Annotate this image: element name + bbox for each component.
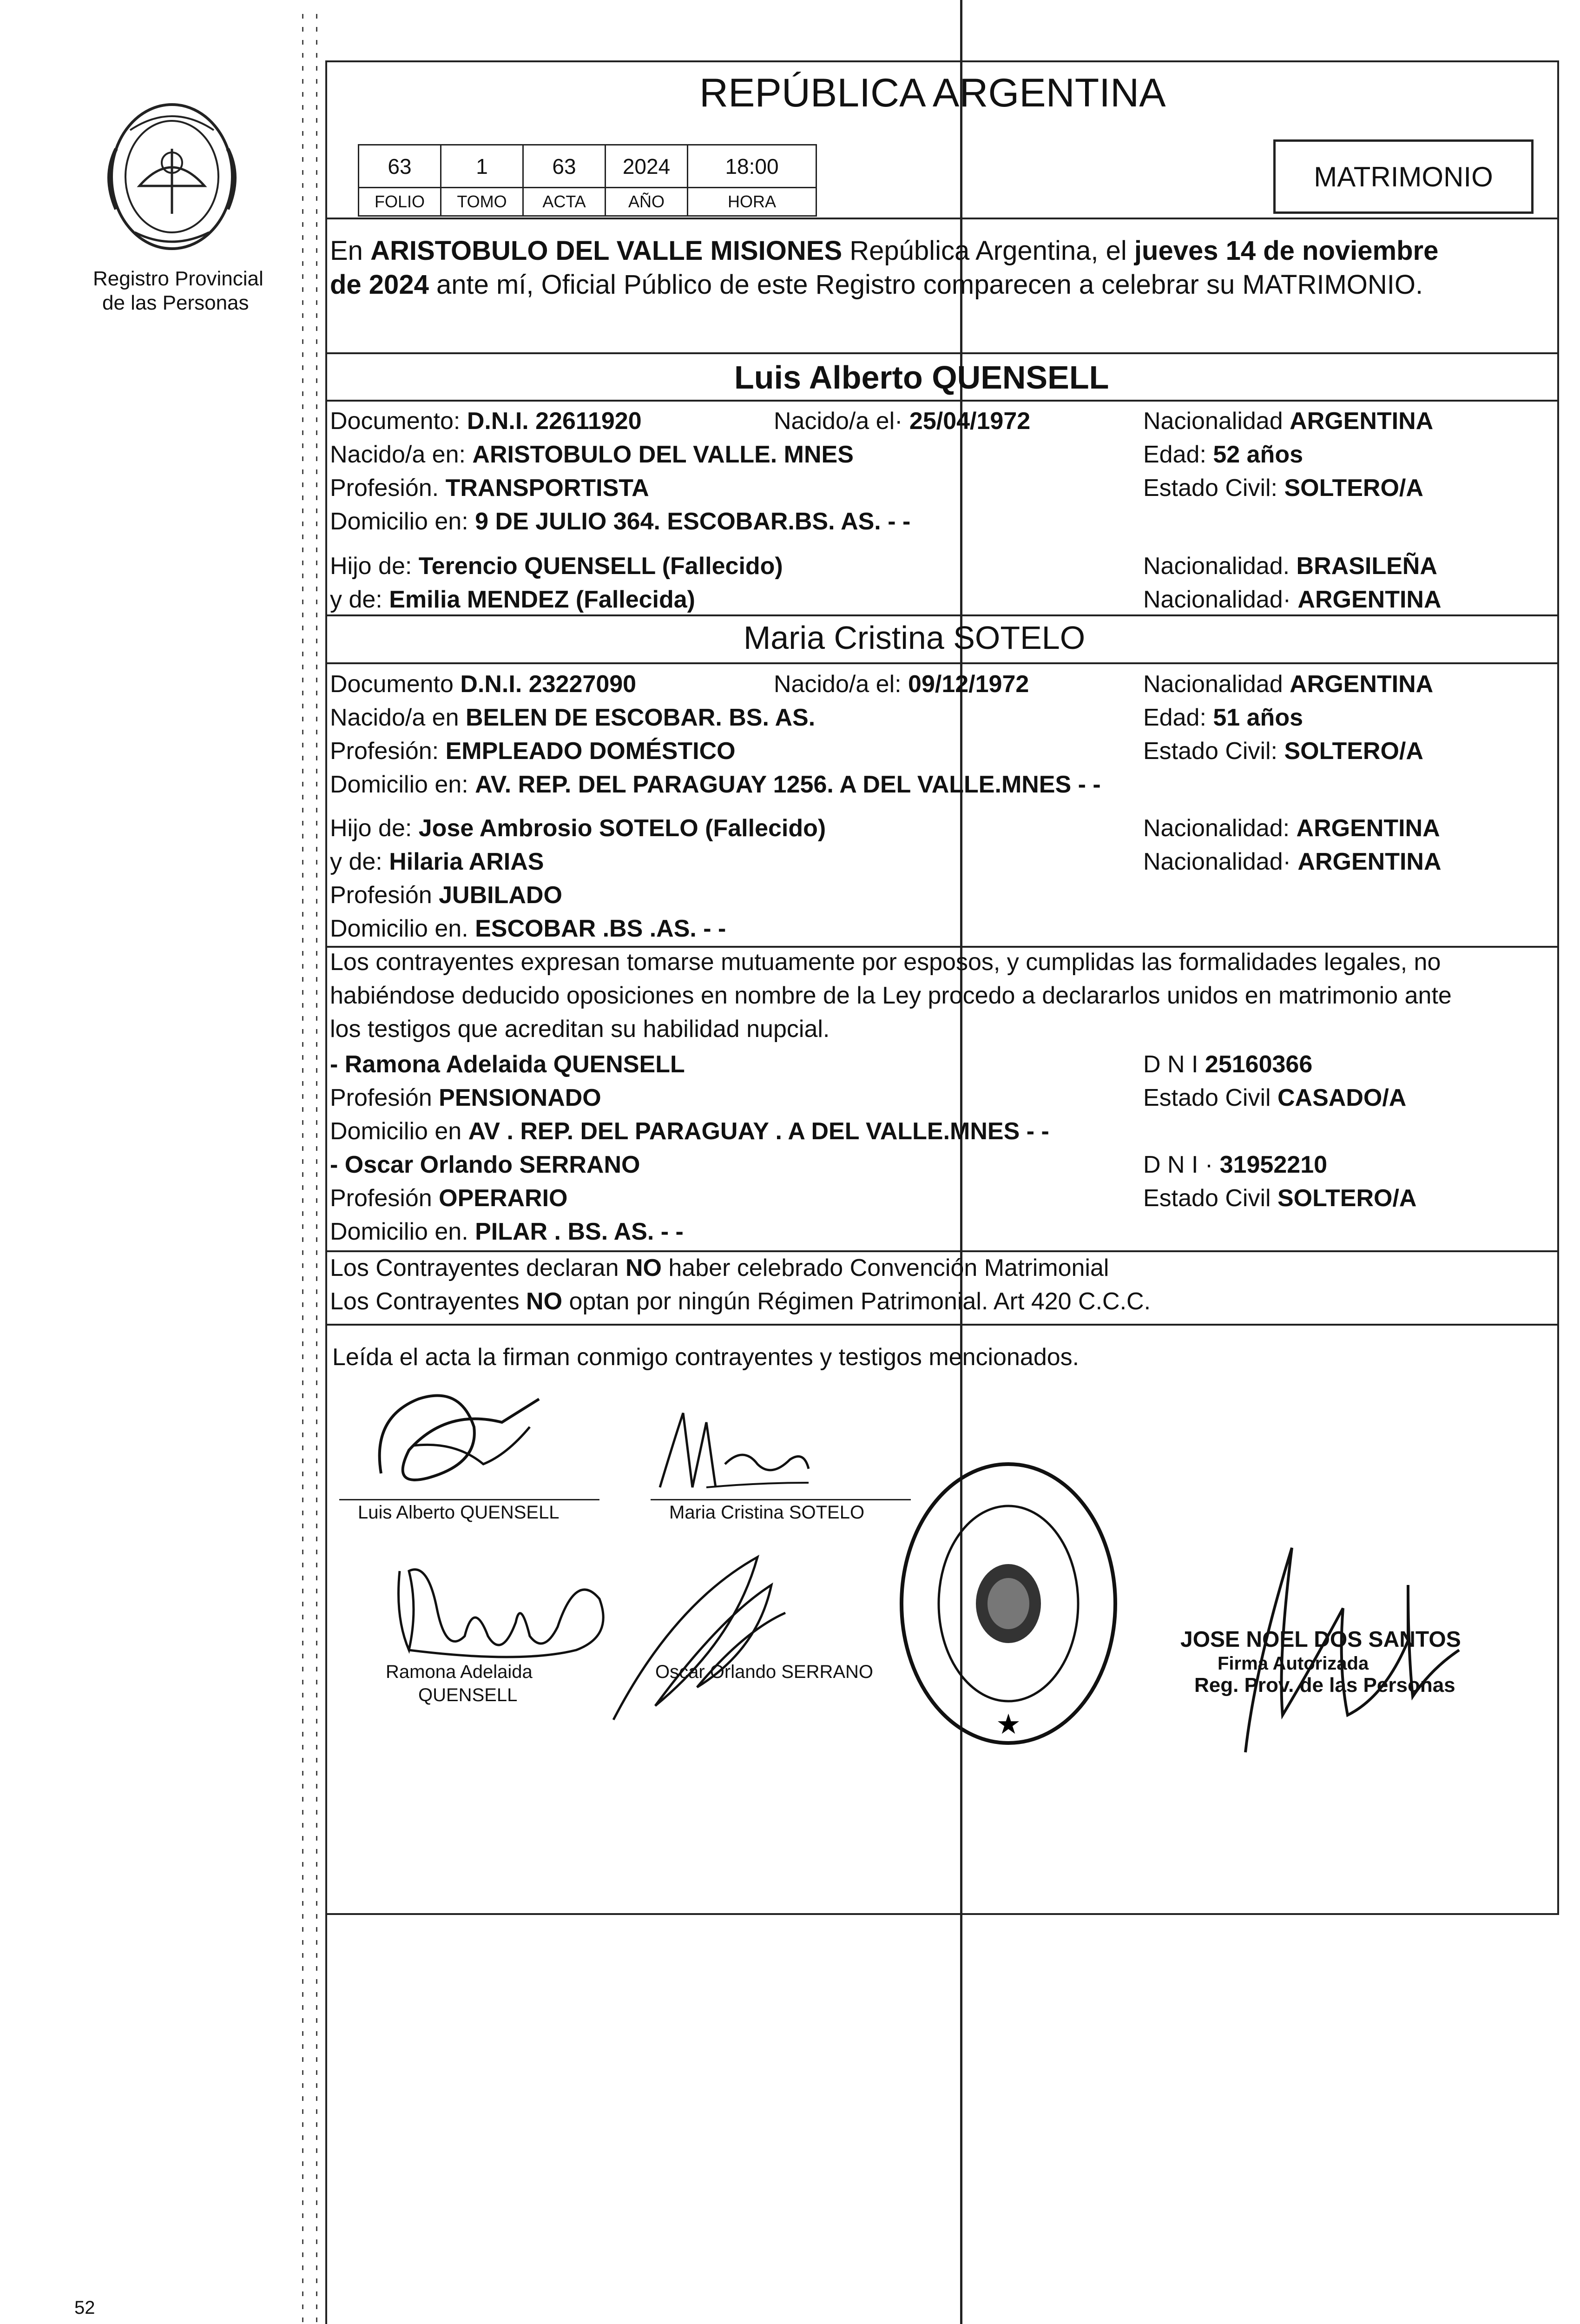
- convention-line1: Los Contrayentes declaran NO haber celebrado Convención Matrimonial: [330, 1254, 1109, 1281]
- officer-registry: Reg. Prov. de las Personas: [1194, 1674, 1455, 1697]
- witnesses-divider: [325, 1250, 1559, 1252]
- groom-address: Domicilio en: 9 DE JULIO 364. ESCOBAR.BS. AS. - -: [330, 508, 911, 535]
- registry-name-line1: Registro Provincial: [93, 267, 263, 290]
- hora-label: HORA: [687, 187, 817, 217]
- witness2-signature: [604, 1548, 799, 1724]
- bride-father: Hijo de: Jose Ambrosio SOTELO (Fallecido): [330, 815, 826, 842]
- bride-profession: Profesión: EMPLEADO DOMÉSTICO: [330, 738, 736, 765]
- witness1-address: Domicilio en AV . REP. DEL PARAGUAY . A DEL VALLE.MNES - -: [330, 1118, 1049, 1145]
- groom-nationality: Nacionalidad ARGENTINA: [1143, 408, 1434, 435]
- witness2-dni: D N I · 31952210: [1143, 1151, 1328, 1178]
- marginal-number: 52: [74, 2298, 95, 2318]
- registry-logo: [88, 93, 256, 260]
- acta-value: 63: [522, 144, 606, 188]
- groom-age: Edad: 52 años: [1143, 441, 1303, 468]
- groom-father-nationality: Nacionalidad. BRASILEÑA: [1143, 553, 1437, 580]
- officer-name: JOSE NOEL DOS SANTOS: [1180, 1627, 1461, 1652]
- witness2-signature-label: Oscar Orlando SERRANO: [655, 1662, 874, 1682]
- groom-name-divider: [325, 400, 1559, 402]
- bride-father-nationality: Nacionalidad: ARGENTINA: [1143, 815, 1440, 842]
- witness2-profession: Profesión OPERARIO: [330, 1185, 568, 1212]
- country-title: REPÚBLICA ARGENTINA: [699, 71, 1166, 115]
- witness2-address: Domicilio en. PILAR . BS. AS. - -: [330, 1218, 684, 1245]
- bride-address: Domicilio en: AV. REP. DEL PARAGUAY 1256. A DEL VALLE.MNES - -: [330, 771, 1101, 798]
- witness1-profession: Profesión PENSIONADO: [330, 1084, 601, 1111]
- intro-line2: de 2024 ante mí, Oficial Público de este Registro comparecen a celebrar su MATRIMONIO.: [330, 270, 1423, 300]
- groom-mother: y de: Emilia MENDEZ (Fallecida): [330, 586, 695, 613]
- bride-birthdate: Nacido/a el: 09/12/1972: [774, 671, 1029, 698]
- bride-mother: y de: Hilaria ARIAS: [330, 848, 544, 875]
- bride-signature: [651, 1394, 818, 1501]
- left-margin-dash-2: [316, 14, 317, 2324]
- witness1-name: - Ramona Adelaida QUENSELL: [330, 1051, 685, 1078]
- registry-name-line2: de las Personas: [102, 291, 249, 314]
- delegation-stamp-icon: [892, 1455, 1125, 1752]
- bride-mother-nationality: Nacionalidad· ARGENTINA: [1143, 848, 1442, 875]
- declaration-line1: Los contrayentes expresan tomarse mutuamente por esposos, y cumplidas las formalidades legales, no: [330, 949, 1441, 976]
- groom-signature-line: [339, 1499, 599, 1500]
- bride-signature-label: Maria Cristina SOTELO: [669, 1502, 865, 1523]
- declaration-line3: los testigos que acreditan su habilidad nupcial.: [330, 1016, 830, 1043]
- groom-profession: Profesión. TRANSPORTISTA: [330, 475, 649, 502]
- header-divider: [325, 218, 1559, 219]
- groom-divider: [325, 614, 1559, 616]
- document-type-box: MATRIMONIO: [1273, 139, 1534, 214]
- declaration-line2: habiéndose deducido oposiciones en nombre de la Ley procedo a declararlos unidos en matrimonio ante: [330, 982, 1452, 1009]
- convention-line2: Los Contrayentes NO optan por ningún Régimen Patrimonial. Art 420 C.C.C.: [330, 1288, 1151, 1315]
- folio-value: 63: [358, 144, 441, 188]
- witness1-dni: D N I 25160366: [1143, 1051, 1313, 1078]
- registry-delegation-stamp: [892, 1455, 1125, 1752]
- witness1-civil-status: Estado Civil CASADO/A: [1143, 1084, 1407, 1111]
- groom-birthplace: Nacido/a en: ARISTOBULO DEL VALLE. MNES: [330, 441, 854, 468]
- convention-divider: [325, 1324, 1559, 1326]
- tomo-value: 1: [440, 144, 524, 188]
- groom-signature-label: Luis Alberto QUENSELL: [358, 1502, 560, 1523]
- intro-divider: [325, 352, 1559, 354]
- witness1-signature-label-line2: QUENSELL: [418, 1685, 518, 1705]
- bride-nationality: Nacionalidad ARGENTINA: [1143, 671, 1434, 698]
- anio-value: 2024: [605, 144, 688, 188]
- groom-civil-status: Estado Civil: SOLTERO/A: [1143, 475, 1423, 502]
- closing-text: Leída el acta la firman conmigo contrayentes y testigos mencionados.: [332, 1344, 1080, 1371]
- officer-authorized: Firma Autorizada: [1218, 1653, 1369, 1674]
- bride-divider: [325, 946, 1559, 948]
- groom-mother-nationality: Nacionalidad· ARGENTINA: [1143, 586, 1442, 613]
- intro-line1: En ARISTOBULO DEL VALLE MISIONES República Argentina, el jueves 14 de noviembre: [330, 236, 1439, 266]
- bride-civil-status: Estado Civil: SOLTERO/A: [1143, 738, 1423, 765]
- anio-label: AÑO: [605, 187, 688, 217]
- bride-birthplace: Nacido/a en BELEN DE ESCOBAR. BS. AS.: [330, 704, 816, 731]
- hora-value: 18:00: [687, 144, 817, 188]
- tomo-label: TOMO: [440, 187, 524, 217]
- page-left-border-extension: [325, 1915, 327, 2324]
- witness1-signature: [381, 1543, 632, 1673]
- witness1-signature-label-line1: Ramona Adelaida: [386, 1662, 533, 1682]
- left-margin-dash: [302, 14, 303, 2324]
- svg-text:★: ★: [996, 1708, 1021, 1741]
- groom-document: Documento: D.N.I. 22611920: [330, 408, 642, 435]
- witness2-name: - Oscar Orlando SERRANO: [330, 1151, 640, 1178]
- province-coat-of-arms-icon: [88, 93, 256, 260]
- folio-label: FOLIO: [358, 187, 441, 217]
- bride-age: Edad: 51 años: [1143, 704, 1303, 731]
- bride-name-divider: [325, 662, 1559, 664]
- bride-mother-profession: Profesión JUBILADO: [330, 882, 562, 909]
- bride-name: Maria Cristina SOTELO: [744, 620, 1086, 656]
- groom-name: Luis Alberto QUENSELL: [734, 359, 1109, 396]
- groom-birthdate: Nacido/a el· 25/04/1972: [774, 408, 1031, 435]
- groom-father: Hijo de: Terencio QUENSELL (Fallecido): [330, 553, 783, 580]
- bride-document: Documento D.N.I. 23227090: [330, 671, 637, 698]
- groom-signature: [353, 1371, 576, 1511]
- bride-signature-line: [651, 1499, 911, 1500]
- witness2-civil-status: Estado Civil SOLTERO/A: [1143, 1185, 1417, 1212]
- bride-mother-address: Domicilio en. ESCOBAR .BS .AS. - -: [330, 915, 726, 942]
- center-fold-line: [960, 0, 962, 2324]
- acta-label: ACTA: [522, 187, 606, 217]
